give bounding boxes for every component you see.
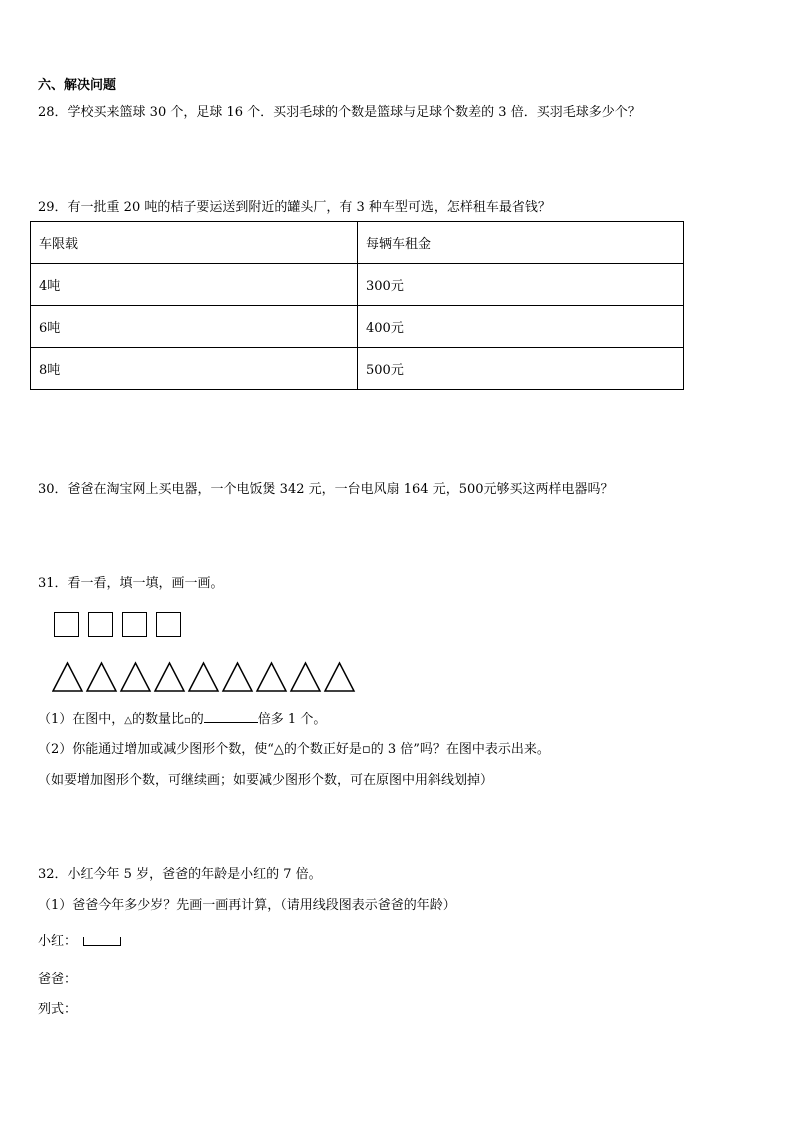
question-31-part-1 — [38, 710, 326, 730]
question-31: 31．看一看，填一填，画一画。 — [38, 576, 224, 591]
triangle-shape — [155, 663, 184, 691]
triangle-shape — [325, 663, 354, 691]
question-29: 29．有一批重 20 吨的桔子要运送到附近的罐头厂，有 3 种车型可选，怎样租车最省钱？ — [38, 200, 551, 215]
rental-table — [30, 221, 684, 390]
triangle-shape — [87, 663, 116, 691]
answer-blank[interactable] — [204, 710, 258, 723]
table-header-cell: 每辆车租金 — [358, 222, 684, 264]
question-32: 32．小红今年 5 岁，爸爸的年龄是小红的 7 倍。 — [38, 867, 322, 882]
question-31-note: （如要增加图形个数，可继续画；如要减少图形个数，可在原图中用斜线划掉） — [38, 773, 494, 788]
q31-part1-text: 的数量比 — [131, 712, 184, 727]
triangles-row — [52, 661, 358, 693]
triangle-shape — [53, 663, 82, 691]
xiaohong-line — [38, 933, 121, 951]
table-cell: 300元 — [358, 264, 684, 306]
q31-part1-text: （1）在图中， — [38, 712, 125, 727]
triangle-shape — [121, 663, 150, 691]
question-30: 30．爸爸在淘宝网上买电器，一个电饭煲 342 元，一台电风扇 164 元，500元够买这两样电器吗？ — [38, 482, 614, 497]
square-shape — [88, 612, 113, 637]
triangle-shape — [257, 663, 286, 691]
baba-label: 爸爸： — [38, 972, 78, 987]
lieshi-label: 列式： — [38, 1002, 78, 1017]
table-cell: 8吨 — [31, 348, 358, 390]
xiaohong-label: 小红： — [38, 934, 78, 949]
table-row — [31, 264, 684, 306]
table-header-row — [31, 222, 684, 264]
square-shape — [122, 612, 147, 637]
table-header-cell: 车限载 — [31, 222, 358, 264]
table-cell: 6吨 — [31, 306, 358, 348]
xiaohong-segment — [83, 937, 121, 946]
q31-part1-text: 倍多 1 个。 — [257, 712, 327, 727]
table-cell: 500元 — [358, 348, 684, 390]
question-31-part-2: （2）你能通过增加或减少图形个数，使“△的个数正好是▫的 3 倍”吗？在图中表示出来。 — [38, 742, 550, 757]
question-32-part-1: （1）爸爸今年多少岁？先画一画再计算，（请用线段图表示爸爸的年龄） — [38, 898, 456, 913]
table-row — [31, 348, 684, 390]
table-cell: 400元 — [358, 306, 684, 348]
section-title: 六、解决问题 — [38, 78, 117, 93]
q31-part1-text: 的 — [190, 712, 204, 727]
question-28: 28．学校买来篮球 30 个，足球 16 个．买羽毛球的个数是篮球与足球个数差的 3 倍．买羽毛球多少个？ — [38, 105, 641, 120]
table-cell: 4吨 — [31, 264, 358, 306]
square-shape — [156, 612, 181, 637]
table-row — [31, 306, 684, 348]
triangle-shape — [223, 663, 252, 691]
triangle-symbol: △ — [124, 715, 132, 726]
triangle-shape — [189, 663, 218, 691]
triangle-shape — [291, 663, 320, 691]
square-symbol: ▫ — [184, 715, 191, 726]
square-shape — [54, 612, 79, 637]
